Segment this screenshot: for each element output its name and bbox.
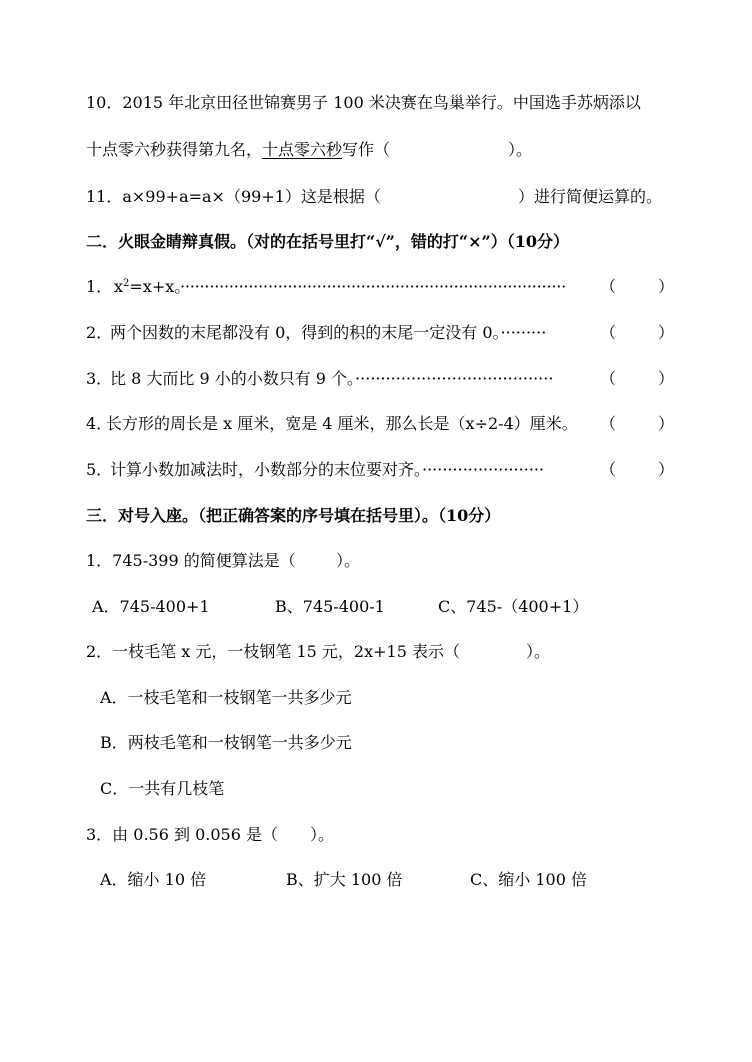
question-10-line-2 [0, 135, 752, 165]
leader-dots: ··············································································· [180, 277, 566, 296]
option-c: C．一共有几枝笔 [100, 779, 225, 798]
item-number: 4． [86, 414, 113, 433]
question-10-text-1: 10．2015 年北京田径世锦赛男子 100 米决赛在鸟巢举行。中国选手苏炳添以 [86, 93, 641, 112]
section-2-item-4 [0, 409, 752, 439]
item-number: 2． [86, 323, 113, 342]
answer-paren-close: ） [658, 414, 675, 433]
question-10-paren-close: ）。 [508, 140, 533, 159]
section-3-question-1 [0, 546, 752, 576]
item-text: 两个因数的末尾都没有 0，得到的积的末尾一定没有 0。········· [110, 323, 547, 342]
answer-paren-open: （ [600, 414, 617, 433]
section-2-item-2 [0, 318, 752, 348]
underlined-phrase: 十点零六秒 [262, 140, 343, 159]
section-3-question-3 [0, 820, 752, 850]
section-3-question-3-options [0, 865, 752, 895]
section-3-question-2-option-c [0, 774, 752, 804]
question-10-line-1 [0, 88, 752, 118]
question-paren-close: ）。 [526, 642, 551, 661]
option-c: C、745-（400+1） [438, 597, 589, 616]
question-11-text: 11．a×99+a=a×（99+1）这是根据（ [86, 187, 381, 206]
option-b: B．两枝毛笔和一枝钢笔一共多少元 [100, 733, 352, 752]
option-a: A．缩小 10 倍 [100, 870, 207, 889]
answer-paren-close: ） [658, 277, 675, 296]
item-number: 5． [86, 460, 113, 479]
question-stem: 1．745-399 的简便算法是（ [86, 551, 296, 570]
item-text: $x^2=x+x$。 [114, 277, 191, 296]
question-paren-close: ）。 [336, 551, 361, 570]
section-3-question-2-option-b [0, 728, 752, 758]
option-b: B、扩大 100 倍 [286, 870, 403, 889]
question-paren-close: ）。 [310, 825, 335, 844]
item-number: 1． [86, 277, 113, 296]
answer-paren-open: （ [600, 460, 617, 479]
answer-paren-close: ） [658, 323, 675, 342]
option-b: B、745-400-1 [275, 597, 385, 616]
question-stem: 3．由 0.56 到 0.056 是（ [86, 825, 278, 844]
option-a: A．745-400+1 [92, 597, 210, 616]
answer-paren-open: （ [600, 277, 617, 296]
section-3-heading-line [0, 501, 752, 531]
section-2-item-5 [0, 455, 752, 485]
section-2-item-1 [0, 272, 752, 302]
section-3-question-2-option-a [0, 683, 752, 713]
question-10-text-2: 十点零六秒获得第九名，十点零六秒写作（ [86, 140, 391, 159]
answer-paren-close: ） [658, 460, 675, 479]
item-text: 长方形的周长是 x 厘米，宽是 4 厘米，那么长是（x÷2-4）厘米。 [106, 414, 578, 433]
option-a: A．一枝毛笔和一枝钢笔一共多少元 [100, 688, 352, 707]
answer-paren-open: （ [600, 369, 617, 388]
section-3-question-2 [0, 637, 752, 667]
answer-paren-open: （ [600, 323, 617, 342]
section-2-heading: 二．火眼金睛辩真假。（对的在括号里打“√”，错的打“×”）（10分） [86, 232, 570, 251]
question-11-paren-close: ）进行简便运算的。 [518, 187, 663, 206]
option-c: C、缩小 100 倍 [470, 870, 587, 889]
section-3-question-1-options [0, 592, 752, 622]
section-3-heading: 三．对号入座。（把正确答案的序号填在括号里）。（10分） [86, 506, 501, 525]
question-stem: 2．一枝毛笔 x 元，一枝钢笔 15 元，2x+15 表示（ [86, 642, 460, 661]
section-2-heading-line [0, 227, 752, 257]
section-2-item-3 [0, 364, 752, 394]
question-11-line [0, 182, 752, 212]
answer-paren-close: ） [658, 369, 675, 388]
item-number: 3． [86, 369, 113, 388]
item-text: 计算小数加减法时，小数部分的末位要对齐。························ [110, 460, 545, 479]
item-text: 比 8 大而比 9 小的小数只有 9 个。······································· [110, 369, 554, 388]
